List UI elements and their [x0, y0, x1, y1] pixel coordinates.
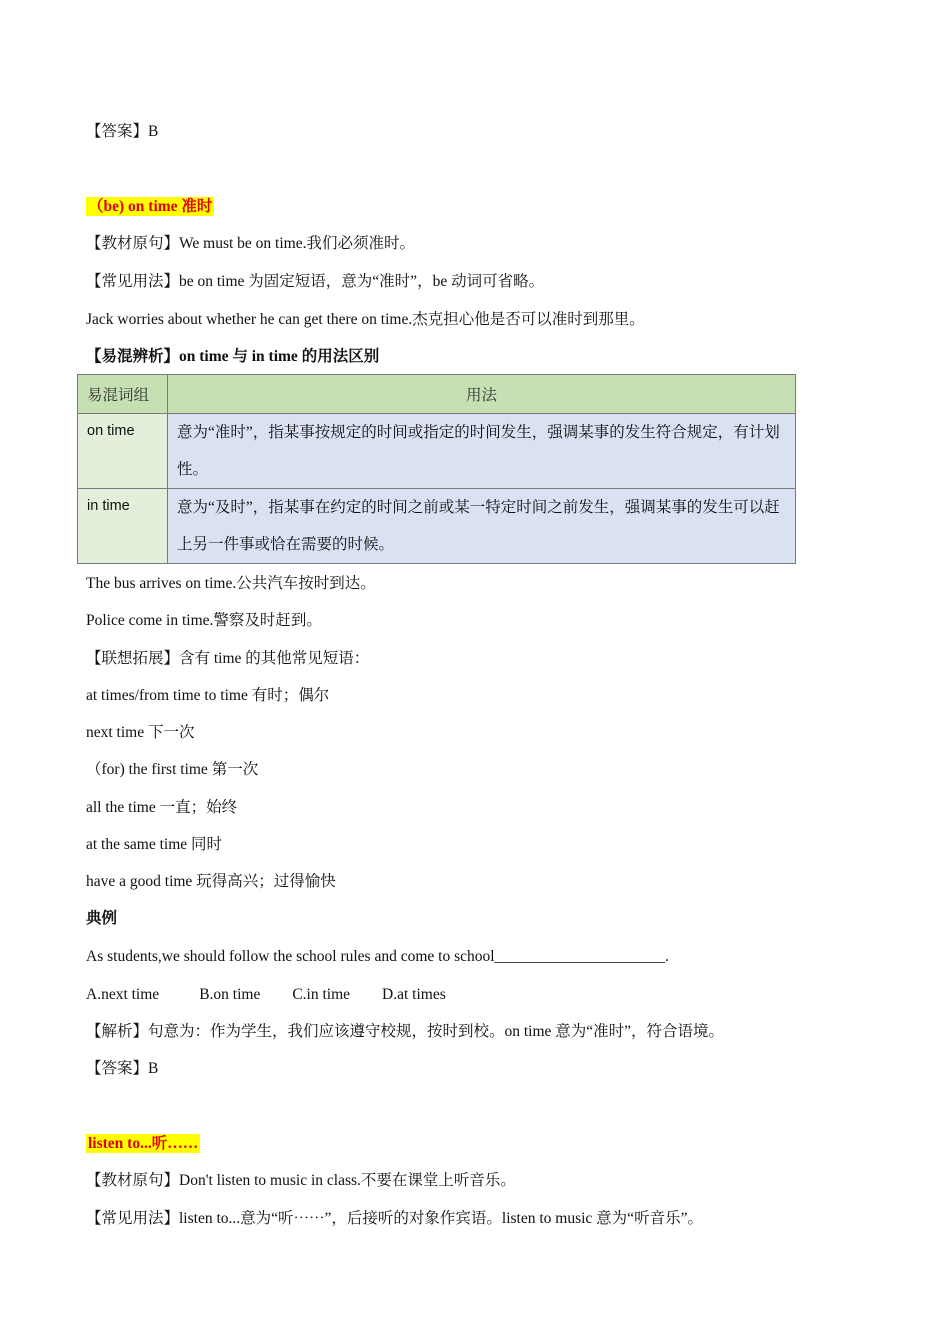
phrase-item: all the time 一直；始终 — [86, 799, 238, 816]
comparison-table — [77, 374, 796, 564]
confusion-title: 【易混辨析】on time 与 in time 的用法区别 — [86, 348, 380, 365]
example-after-1: The bus arrives on time.公共汽车按时到达。 — [86, 575, 376, 592]
usage-note: 【常见用法】be on time 为固定短语，意为“准时”，be 动词可省略。 — [86, 273, 545, 290]
usage-cell: 意为“准时”，指某事按规定的时间或指定的时间发生，强调某事的发生符合规定，有计划性。 — [168, 414, 796, 489]
answer-line: 【答案】B — [86, 1060, 159, 1077]
header-usage: 用法 — [168, 375, 796, 414]
extension-title: 【联想拓展】含有 time 的其他常见短语： — [86, 650, 370, 667]
example-after-2: Police come in time.警察及时赶到。 — [86, 612, 322, 629]
section-heading-on-time — [86, 197, 214, 217]
usage-note: 【常见用法】listen to...意为“听⋯⋯”，后接听的对象作宾语。listen to music 意为“听音乐”。 — [86, 1210, 703, 1227]
example-sentence: Jack worries about whether he can get there on time.杰克担心他是否可以准时到那里。 — [86, 311, 645, 328]
option-c: C.in time — [292, 986, 351, 1003]
phrase-item: have a good time 玩得高兴；过得愉快 — [86, 873, 336, 890]
highlighted-heading: listen to...听…… — [88, 1135, 199, 1152]
typical-example-title: 典例 — [86, 910, 118, 927]
table-row — [78, 489, 796, 564]
usage-cell: 意为“及时”，指某事在约定的时间之前或某一特定时间之前发生，强调某事的发生可以赶上另一件事或恰在需要的时候。 — [168, 489, 796, 564]
phrase-cell: on time — [78, 414, 168, 489]
textbook-sentence: 【教材原句】We must be on time.我们必须准时。 — [86, 235, 415, 252]
section-heading-listen-to — [86, 1134, 200, 1154]
option-b: B.on time — [199, 986, 261, 1003]
option-a: A.next time — [86, 986, 160, 1003]
phrase-cell: in time — [78, 489, 168, 564]
answer-line-top: 【答案】B — [86, 123, 159, 140]
phrase-item: at times/from time to time 有时；偶尔 — [86, 687, 330, 704]
table-header-row — [78, 375, 796, 414]
question-text: As students,we should follow the school rules and come to school______________________. — [86, 948, 669, 965]
highlighted-heading: （be) on time 准时 — [88, 198, 213, 215]
phrase-item: next time 下一次 — [86, 724, 195, 741]
option-d: D.at times — [382, 986, 446, 1003]
analysis-text: 【解析】句意为：作为学生，我们应该遵守校规，按时到校。on time 意为“准时”，符合语境。 — [86, 1023, 725, 1040]
header-phrase: 易混词组 — [78, 375, 168, 414]
options-row — [86, 985, 486, 1005]
phrase-item: at the same time 同时 — [86, 836, 223, 853]
table-row — [78, 414, 796, 489]
textbook-sentence: 【教材原句】Don't listen to music in class.不要在课堂上听音乐。 — [86, 1172, 516, 1189]
phrase-item: （for) the first time 第一次 — [86, 761, 259, 778]
